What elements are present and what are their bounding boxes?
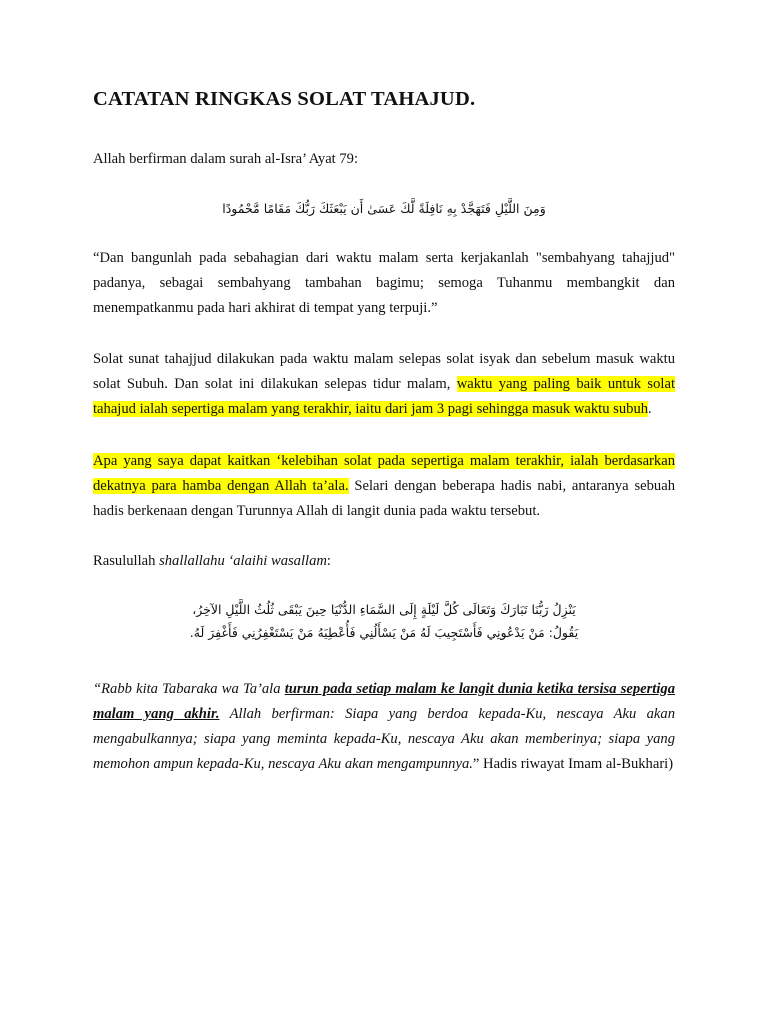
- highlighted-text: Apa yang saya dapat kaitkan ‘kelebihan solat pada sepertiga malam terakhir, ialah berdasarkan dekatnya para hamba dengan Allah ta’ala.: [93, 453, 675, 494]
- intro-text: Allah berfirman dalam surah al-Isra’ Ayat 79:: [93, 151, 359, 167]
- verse-translation: “Dan bangunlah pada sebahagian dari waktu malam serta kerjakanlah "sembahyang tahajjud" padanya, sebagai sembahyang tambahan bagimu; semoga Tuhanmu membangkit dan menempatkanmu pada hari akhirat di tempat yang terpuji.”: [93, 250, 675, 316]
- document-title: CATATAN RINGKAS SOLAT TAHAJUD.: [93, 88, 476, 110]
- hadith-translation: [93, 677, 675, 777]
- quote-start: “Rabb kita Tabaraka wa Ta’ala: [93, 681, 285, 697]
- quote-source: ” Hadis riwayat Imam al-Bukhari): [472, 756, 674, 772]
- colon: :: [326, 553, 331, 569]
- arabic-verse: وَمِنَ اللَّيْلِ فَتَهَجَّدْ بِهِ نَافِلَةً لَّكَ عَسَىٰ أَن يَبْعَثَكَ رَبُّكَ مَقَامًا مَّحْمُودًا: [222, 201, 546, 216]
- paragraph-virtue: [93, 449, 675, 524]
- rasulullah-line: [93, 549, 675, 574]
- hadith-arabic: [93, 598, 675, 644]
- quote-rest: Allah berfirman: Siapa yang berdoa kepada-Ku, nescaya Aku akan mengabulkannya; siapa yang meminta kepada-Ku, nescaya Aku akan memberinya; siapa yang memohon ampun kepada-Ku, nescaya Aku akan mengampunnya.: [93, 706, 675, 772]
- highlighted-text: waktu yang paling baik untuk solat tahajud ialah sepertiga malam yang terakhir, iaitu dari jam 3 pagi sehingga masuk waktu subuh: [93, 376, 675, 417]
- paragraph-end: .: [648, 401, 652, 417]
- salutation-italic: shallallahu ‘alaihi wasallam: [159, 553, 327, 569]
- paragraph-text: Solat sunat tahajjud dilakukan pada waktu malam selepas solat isyak dan sebelum masuk waktu solat Subuh. Dan solat ini dilakukan selepas tidur malam,: [93, 351, 675, 392]
- rasulullah-label: Rasulullah: [93, 553, 160, 569]
- hadith-line-1: يَنْزِلُ رَبُّنَا تَبَارَكَ وَتَعَالَى كُلَّ لَيْلَةٍ إِلَى السَّمَاءِ الدُّنْيَا حِينَ يَبْقَى ثُلُثُ اللَّيْلِ الآخِرُ،: [192, 602, 576, 617]
- hadith-line-2: يَقُولُ: مَنْ يَدْعُونِي فَأَسْتَجِيبَ لَهُ مَنْ يَسْأَلُنِي فَأُعْطِيَهُ مَنْ يَسْتَغْفِرُنِي فَأَغْفِرَ لَهُ.: [189, 625, 579, 640]
- quote-bold-underlined: turun pada setiap malam ke langit dunia ketika tersisa sepertiga malam yang akhir.: [93, 681, 676, 722]
- paragraph-text: Selari dengan beberapa hadis nabi, antaranya sebuah hadis berkenaan dengan Turunnya Allah di langit dunia pada waktu tersebut.: [93, 478, 675, 519]
- paragraph-tahajjud-time: [93, 347, 675, 422]
